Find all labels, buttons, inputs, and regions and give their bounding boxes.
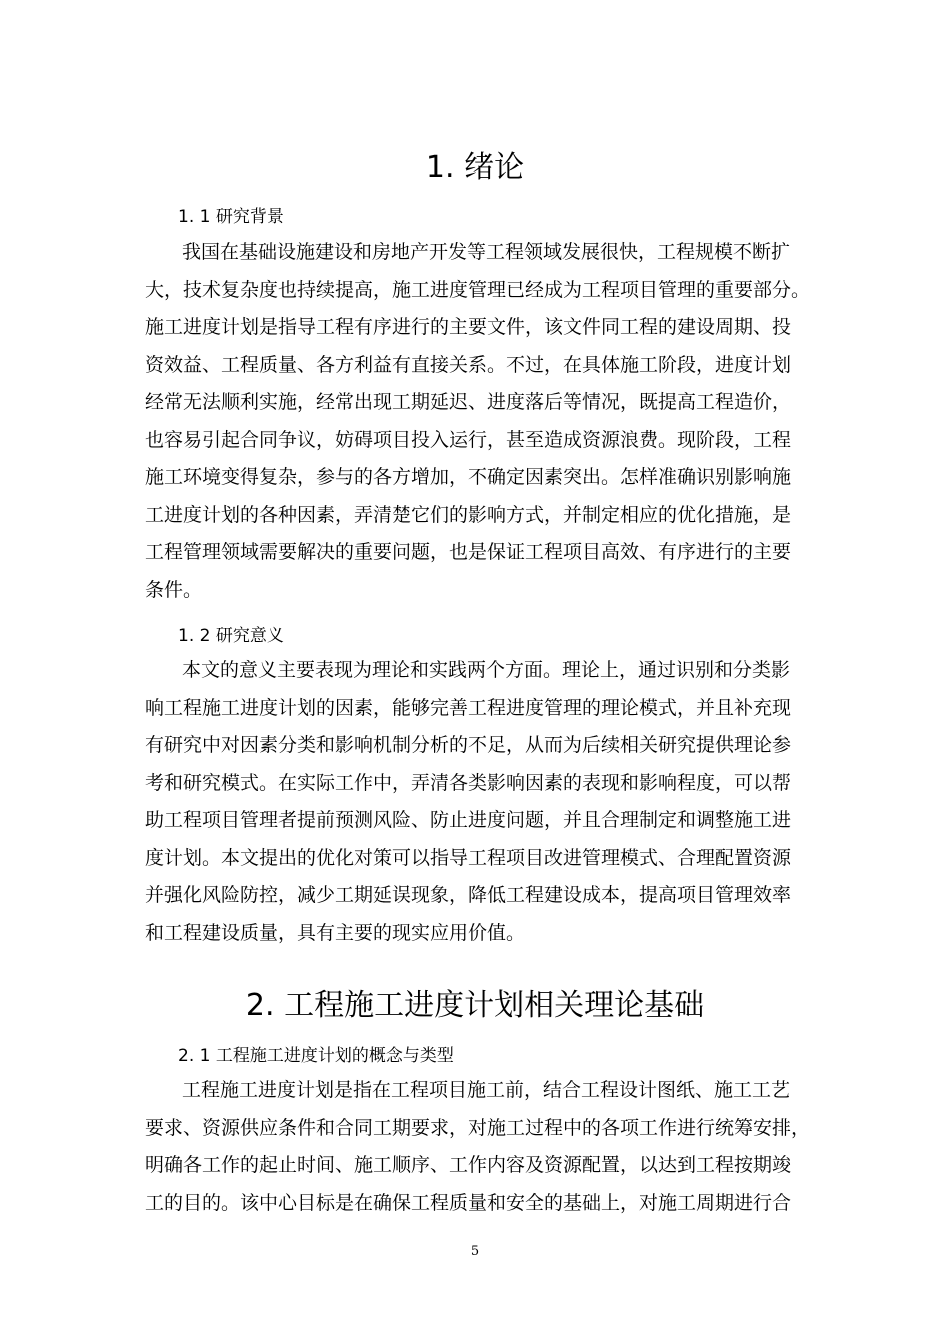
paragraph-line: 并强化风险防控，减少工期延误现象，降低工程建设成本，提高项目管理效率 [145,884,792,906]
section-2-1-heading: 2. 1 工程施工进度计划的概念与类型 [178,1046,454,1066]
paragraph-line: 工的目的。该中心目标是在确保工程质量和安全的基础上，对施工周期进行合 [145,1191,792,1214]
paragraph-line: 考和研究模式。在实际工作中，弄清各类影响因素的表现和影响程度，可以帮 [145,771,792,794]
paragraph-line: 我国在基础设施建设和房地产开发等工程领域发展很快，工程规模不断扩 [182,241,791,263]
paragraph-line: 有研究中对因素分类和影响机制分析的不足，从而为后续相关研究提供理论参 [145,734,792,756]
paragraph-line: 响工程施工进度计划的因素，能够完善工程进度管理的理论模式，并且补充现 [145,696,792,719]
paragraph-line: 资效益、工程质量、各方利益有直接关系。不过，在具体施工阶段，进度计划 [145,353,792,376]
chapter-1-title: 1. 绪论 [425,150,525,185]
paragraph-line: 大，技术复杂度也持续提高，施工进度管理已经成为工程项目管理的重要部分。 [145,278,811,301]
paragraph-line: 施工环境变得复杂，参与的各方增加，不确定因素突出。怎样准确识别影响施 [145,466,792,488]
chapter-2-title: 2. 工程施工进度计划相关理论基础 [245,988,705,1023]
paragraph-line: 度计划。本文提出的优化对策可以指导工程项目改进管理模式、合理配置资源 [145,846,792,869]
paragraph-line: 条件。 [145,578,203,601]
paragraph-line: 明确各工作的起止时间、施工顺序、工作内容及资源配置，以达到工程按期竣 [145,1154,792,1176]
paragraph-line: 和工程建设质量，具有主要的现实应用价值。 [145,921,526,944]
section-1-1-body [145,234,825,609]
section-1-2-body [145,652,825,952]
paragraph-line: 工程管理领域需要解决的重要问题，也是保证工程项目高效、有序进行的主要 [145,541,792,563]
paragraph-line: 也容易引起合同争议，妨碍项目投入运行，甚至造成资源浪费。现阶段，工程 [145,428,792,451]
paragraph-line: 要求、资源供应条件和合同工期要求，对施工过程中的各项工作进行统筹安排， [145,1116,811,1139]
section-1-2-heading: 1. 2 研究意义 [178,626,284,646]
paragraph-line: 助工程项目管理者提前预测风险、防止进度问题，并且合理制定和调整施工进 [145,809,792,831]
section-2-1-body [145,1072,825,1222]
paragraph-line: 本文的意义主要表现为理论和实践两个方面。理论上，通过识别和分类影 [182,659,791,681]
page-number: 5 [470,1244,480,1259]
section-1-1-heading: 1. 1 研究背景 [178,207,284,227]
paragraph-line: 施工进度计划是指导工程有序进行的主要文件，该文件同工程的建设周期、投 [145,316,792,338]
paragraph-line: 工进度计划的各种因素，弄清楚它们的影响方式，并制定相应的优化措施，是 [145,503,792,526]
paragraph-line: 工程施工进度计划是指在工程项目施工前，结合工程设计图纸、施工工艺 [182,1079,791,1101]
paragraph-line: 经常无法顺利实施，经常出现工期延迟、进度落后等情况，既提高工程造价， [145,391,792,413]
